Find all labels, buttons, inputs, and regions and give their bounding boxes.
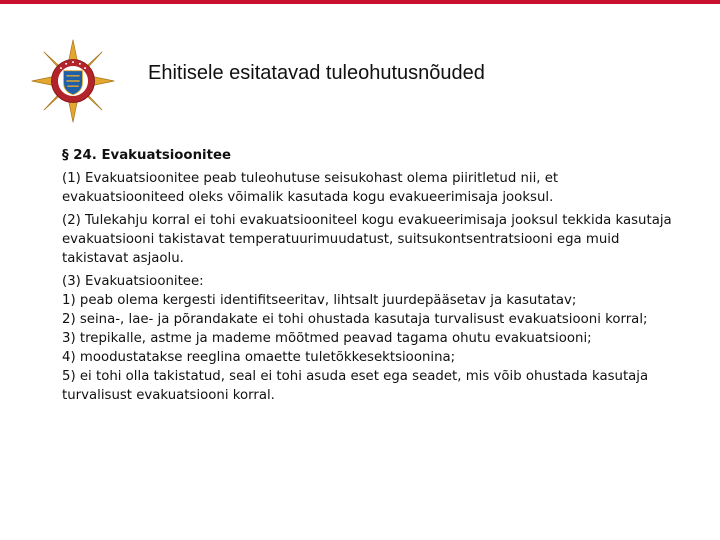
rescue-board-star-emblem-icon [30, 38, 116, 124]
top-accent-bar [0, 0, 720, 4]
list-item-5: 5) ei tohi olla takistatud, seal ei tohi asuda eset ega seadet, mis võib ohustada kasutaja turvalisust evakuatsiooni korral. [62, 369, 649, 403]
paragraph-2: (2) Tulekahju korral ei tohi evakuatsiooniteel kogu evakueerimisaja jooksul tekkida kasutaja evakuatsiooni takistavat temperatuurimuudatust, suitsukontsentratsiooni ega muid takistavat asjaolu. [62, 213, 672, 266]
list-item-4: 4) moodustatakse reeglina omaette tuletõkkesektsioonina; [62, 350, 456, 365]
document-body [62, 146, 672, 405]
list-intro: (3) Evakuatsioonitee: [62, 274, 204, 289]
paragraph-1: (1) Evakuatsioonitee peab tuleohutuse seisukohast olema piiritletud nii, et evakuatsiooniteed oleks võimalik kasutada kogu evakueerimisaja jooksul. [62, 171, 559, 205]
slide-title: Ehitisele esitatavad tuleohutusnõuded [148, 62, 485, 84]
list-item-2: 2) seina-, lae- ja põrandakate ei tohi ohustada kasutaja turvalisust evakuatsiooni korral; [62, 312, 648, 327]
list-item-3: 3) trepikalle, astme ja mademe mõõtmed peavad tagama ohutu evakuatsiooni; [62, 331, 592, 346]
section-heading: § 24. Evakuatsioonitee [62, 148, 231, 163]
list-item-1: 1) peab olema kergesti identifitseeritav, lihtsalt juurdepääsetav ja kasutatav; [62, 293, 577, 308]
